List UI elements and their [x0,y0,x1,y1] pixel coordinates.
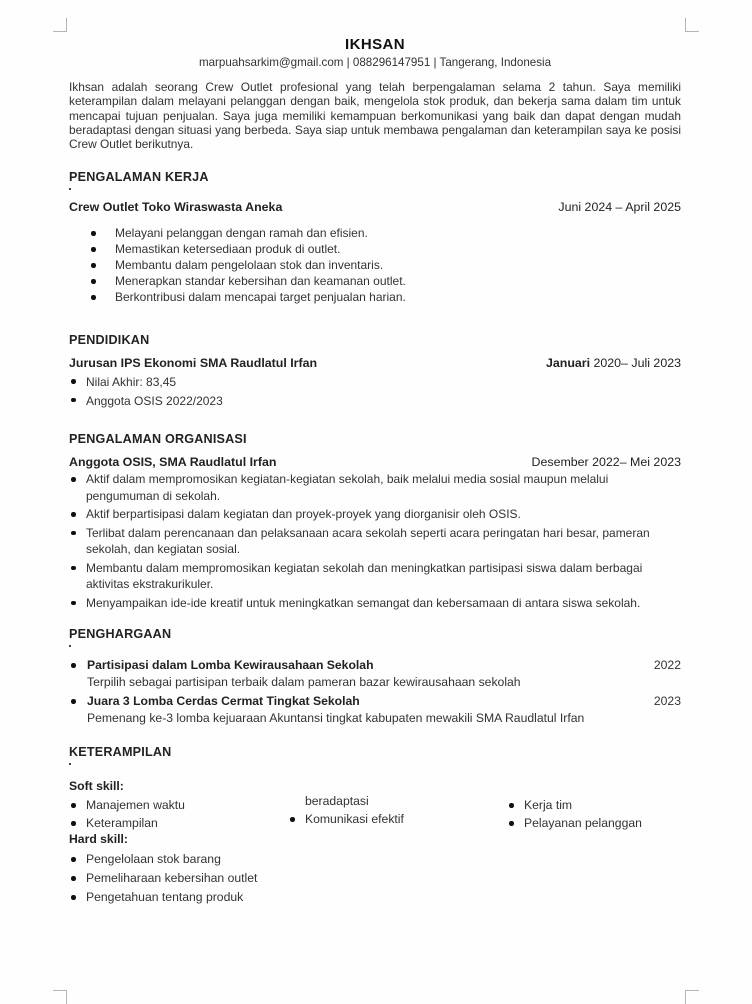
list-item: Membantu dalam mempromosikan kegiatan sekolah dan meningkatkan partisipasi siswa dalam berbagai aktivitas ekstrakurikuler. [69,560,681,593]
list-item: Menerapkan standar kebersihan dan keamanan outlet. [69,273,681,289]
list-item: Pengetahuan tentang produk [69,889,243,905]
section-title: PENGALAMAN KERJA [69,170,209,185]
company-name: Crew Outlet Toko Wiraswasta Aneka [69,200,283,215]
list-item-continuation: beradaptasi [305,794,369,809]
award-header [69,693,681,710]
work-duties [69,225,681,305]
divider [69,645,71,647]
award-header [69,657,681,674]
list-item: Pelayanan pelanggan [507,815,642,831]
skills-section [69,745,681,909]
section-title: PENDIDIKAN [69,333,150,348]
list-item: Membantu dalam pengelolaan stok dan inventaris. [69,257,681,273]
divider [69,763,71,765]
list-item: Pengelolaan stok barang [69,851,221,867]
education-details [69,373,681,410]
section-title: PENGHARGAAN [69,627,172,642]
award-description: Pemenang ke-3 lomba kejuaraan Akuntansi tingkat kabupaten mewakili SMA Raudlatul Irfan [87,711,585,726]
award-item [69,657,681,691]
contact-info: marpuahsarkim@gmail.com | 088296147951 | Tangerang, Indonesia [198,56,552,69]
work-section [69,170,681,305]
list-item: Komunikasi efektif [288,811,404,827]
award-title: Partisipasi dalam Lomba Kewirausahaan Sekolah [87,658,374,673]
page-corner-mark [685,990,699,1004]
page-corner-mark [53,18,67,32]
education-header [69,355,681,371]
work-period: Juni 2024 – April 2025 [558,200,681,215]
organization-role: Anggota OSIS, SMA Raudlatul Irfan [69,455,277,470]
skills-list [69,779,681,909]
organization-period: Desember 2022– Mei 2023 [531,455,681,470]
period-month: Januari [545,356,591,371]
organization-header [69,454,681,470]
list-item: Terlibat dalam perencanaan dan pelaksanaan acara sekolah seperti acara peringatan hari besar, pameran sekolah, dan kegiatan sosial. [69,525,681,558]
soft-skill-label: Soft skill: [69,779,124,794]
list-item: Manajemen waktu [69,797,185,813]
list-item: Nilai Akhir: 83,45 [69,373,681,392]
page-title: IKHSAN [345,36,405,53]
divider [69,188,71,190]
organization-section [69,432,681,611]
list-item: Pemeliharaan kebersihan outlet [69,870,257,886]
education-section [69,333,681,410]
list-item: Kerja tim [507,797,572,813]
list-item: Keterampilan [69,815,158,831]
award-year: 2023 [653,694,681,709]
list-item: Melayani pelanggan dengan ramah dan efisien. [69,225,681,241]
hard-skill-label: Hard skill: [69,832,128,847]
award-title: Juara 3 Lomba Cerdas Cermat Tingkat Sekolah [87,694,360,709]
list-item: Berkontribusi dalam mencapai target penjualan harian. [69,289,681,305]
list-item: Aktif dalam mempromosikan kegiatan-kegiatan sekolah, baik melalui media sosial maupun melalui pengumuman di sekolah. [69,471,681,504]
list-item: Aktif berpartisipasi dalam kegiatan dan proyek-proyek yang diorganisir oleh OSIS. [69,506,681,523]
organization-activities [69,471,681,611]
list-item: Menyampaikan ide-ide kreatif untuk meningkatkan semangat dan kebersamaan di antara siswa sekolah. [69,595,681,612]
list-item: Anggota OSIS 2022/2023 [69,392,681,411]
resume-page [69,36,681,909]
list-item: Memastikan ketersediaan produk di outlet. [69,241,681,257]
profile-summary: Ikhsan adalah seorang Crew Outlet profesional yang telah berpengalaman selama 2 tahun. Saya memiliki keterampilan dalam melayani pelanggan dengan baik, mengelola stok produk, dan bekerja sama dalam tim untuk mencapai tujuan penjualan. Saya juga memiliki kemampuan berkomunikasi yang baik dan dapat dengan mudah beradaptasi dengan situasi yang berbeda. Saya siap untuk membawa pengalaman dan keterampilan saya ke posisi Crew Outlet berikutnya. [69,80,681,152]
awards-section [69,627,681,727]
page-corner-mark [53,990,67,1004]
school-name: Jurusan IPS Ekonomi SMA Raudlatul Irfan [69,356,318,371]
period-range: 2020– Juli 2023 [590,356,681,371]
section-title: KETERAMPILAN [69,745,172,760]
page-corner-mark [685,18,699,32]
work-header [69,199,681,215]
award-item [69,693,681,727]
section-title: PENGALAMAN ORGANISASI [69,432,247,447]
award-year: 2022 [653,658,681,673]
award-description: Terpilih sebagai partisipan terbaik dalam pameran bazar kewirausahaan sekolah [87,675,521,690]
education-period [546,355,681,371]
